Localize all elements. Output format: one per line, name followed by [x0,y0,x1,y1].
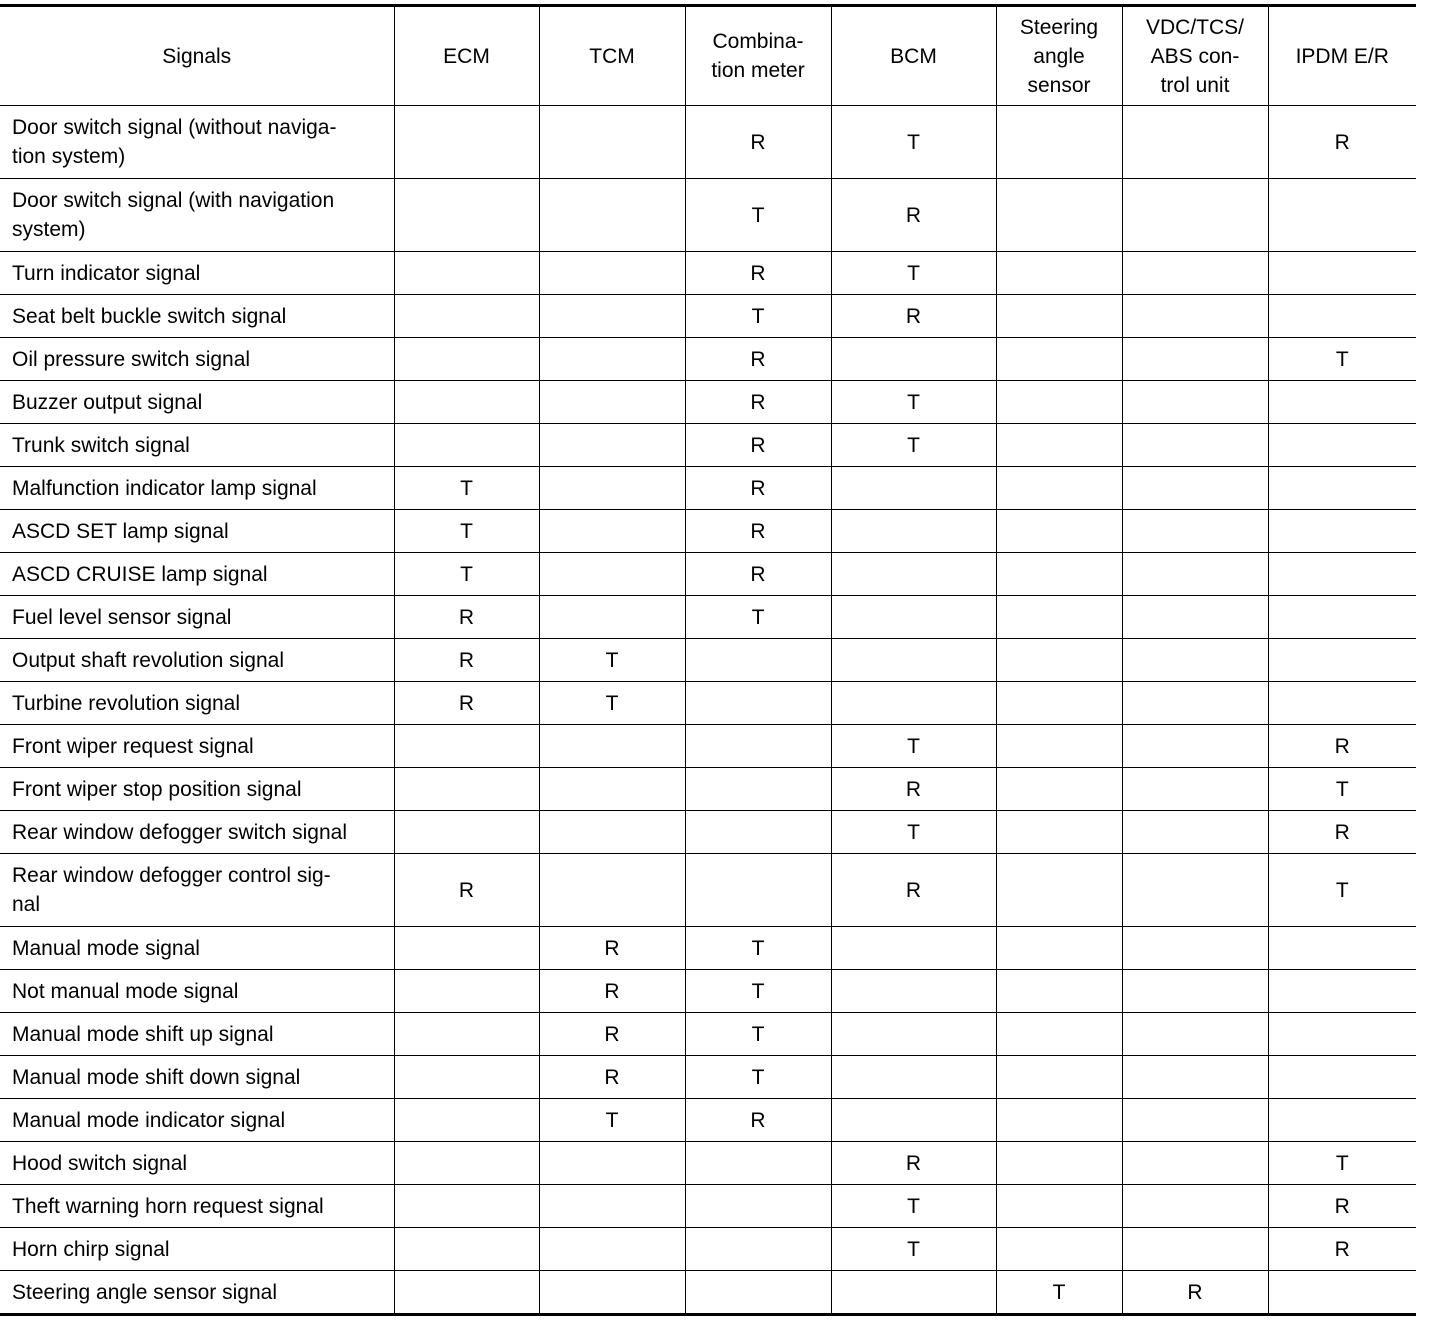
signal-name-cell: Horn chirp signal [0,1228,394,1271]
signal-direction-cell [685,854,831,927]
signal-direction-cell [1268,1271,1416,1315]
signal-direction-cell [539,1142,685,1185]
signal-direction-cell [394,1185,539,1228]
signal-direction-cell [1268,467,1416,510]
signal-direction-cell [1122,106,1268,179]
signal-direction-cell [996,596,1122,639]
signal-direction-cell: R [1268,725,1416,768]
signal-direction-cell: T [685,295,831,338]
signal-direction-cell [685,725,831,768]
signal-direction-cell: R [831,295,996,338]
signal-direction-cell [996,510,1122,553]
signal-direction-cell [996,854,1122,927]
signal-direction-cell [1268,1099,1416,1142]
signal-name-cell: Manual mode shift down signal [0,1056,394,1099]
signal-direction-cell [394,252,539,295]
table-row [0,424,1416,467]
signal-direction-cell: R [394,682,539,725]
signal-direction-cell: T [394,510,539,553]
signal-direction-cell [996,179,1122,252]
header-ecm: ECM [394,6,539,106]
signal-direction-cell [1268,970,1416,1013]
signal-direction-cell [685,768,831,811]
signal-direction-cell [539,553,685,596]
signal-direction-cell: R [539,1056,685,1099]
signal-direction-cell [394,381,539,424]
signal-direction-cell: R [685,106,831,179]
signal-direction-cell: R [685,510,831,553]
signal-direction-cell [685,1142,831,1185]
signal-direction-cell [831,1056,996,1099]
signal-direction-cell [394,768,539,811]
signal-name-cell: Not manual mode signal [0,970,394,1013]
signal-direction-cell [539,854,685,927]
header-signals: Signals [0,6,394,106]
signal-direction-cell [539,106,685,179]
signal-direction-cell [539,510,685,553]
signal-direction-cell: T [685,596,831,639]
signal-direction-cell [996,811,1122,854]
signal-name-cell: Hood switch signal [0,1142,394,1185]
signal-direction-cell [1122,1142,1268,1185]
signal-direction-cell [996,381,1122,424]
signal-direction-cell [996,927,1122,970]
signal-direction-cell [1268,252,1416,295]
signal-direction-cell: R [394,639,539,682]
header-row [0,6,1416,106]
signal-direction-cell [831,1013,996,1056]
signal-direction-cell [996,682,1122,725]
signal-direction-cell [1268,553,1416,596]
signal-name-cell: Manual mode shift up signal [0,1013,394,1056]
signal-direction-cell [1122,970,1268,1013]
signal-direction-cell: R [685,381,831,424]
signal-name-cell: Manual mode signal [0,927,394,970]
signal-direction-cell [1268,927,1416,970]
header-steering-angle-sensor: Steering angle sensor [996,6,1122,106]
signal-direction-cell: R [1268,811,1416,854]
signal-direction-cell [394,1099,539,1142]
signal-direction-cell [831,510,996,553]
signal-name-cell: Theft warning horn request signal [0,1185,394,1228]
signal-direction-cell [539,179,685,252]
signal-direction-cell [996,1099,1122,1142]
signal-direction-cell: R [1122,1271,1268,1315]
signal-direction-cell [996,768,1122,811]
signal-direction-cell [1122,927,1268,970]
signal-direction-cell [539,811,685,854]
signal-direction-cell [1122,510,1268,553]
signal-direction-cell: R [1268,1228,1416,1271]
header-ipdm-er: IPDM E/R [1268,6,1416,106]
signal-direction-cell [996,553,1122,596]
signal-direction-cell [831,927,996,970]
signal-direction-cell [685,1228,831,1271]
table-row [0,1185,1416,1228]
signal-direction-cell [1122,596,1268,639]
signal-direction-cell [539,596,685,639]
signal-direction-cell [1268,381,1416,424]
signal-direction-cell [996,338,1122,381]
signal-direction-cell: T [685,970,831,1013]
signal-direction-cell [996,424,1122,467]
table-row [0,179,1416,252]
signal-direction-cell [394,927,539,970]
signal-direction-cell [539,768,685,811]
table-row [0,295,1416,338]
signal-direction-cell [1122,295,1268,338]
signal-direction-cell [996,252,1122,295]
signal-direction-cell [1268,1056,1416,1099]
signal-direction-cell: R [685,252,831,295]
signal-direction-cell [1122,1185,1268,1228]
signal-direction-cell [996,1013,1122,1056]
table-row [0,1142,1416,1185]
table-row [0,553,1416,596]
signal-name-cell: Door switch signal (with navigation system) [0,179,394,252]
signal-direction-cell: R [1268,106,1416,179]
signal-direction-cell: T [1268,1142,1416,1185]
signal-direction-cell [1268,682,1416,725]
signal-name-cell: Door switch signal (without naviga- tion system) [0,106,394,179]
signal-direction-cell [685,811,831,854]
signal-direction-cell: R [539,927,685,970]
signal-direction-cell [394,179,539,252]
signal-direction-cell [1122,725,1268,768]
signal-direction-cell [685,639,831,682]
signal-direction-cell [539,1271,685,1315]
signal-direction-cell [539,1228,685,1271]
signal-direction-cell [539,295,685,338]
signal-direction-cell: T [394,553,539,596]
signal-direction-cell: T [831,811,996,854]
table-row [0,467,1416,510]
signal-name-cell: Turbine revolution signal [0,682,394,725]
signal-direction-cell [996,467,1122,510]
signal-direction-cell: R [685,467,831,510]
signal-name-cell: Buzzer output signal [0,381,394,424]
signal-name-cell: Output shaft revolution signal [0,639,394,682]
signal-direction-cell [539,1185,685,1228]
table-row [0,854,1416,927]
signal-direction-cell: R [831,1142,996,1185]
table-row [0,1013,1416,1056]
signal-direction-cell [1122,553,1268,596]
signal-direction-cell [394,725,539,768]
signal-name-cell: Fuel level sensor signal [0,596,394,639]
signal-name-cell: ASCD SET lamp signal [0,510,394,553]
signal-direction-cell: R [685,1099,831,1142]
signal-direction-cell [1122,682,1268,725]
signal-name-cell: Steering angle sensor signal [0,1271,394,1315]
signal-direction-cell [831,639,996,682]
signal-direction-cell [394,1271,539,1315]
signal-direction-cell [1122,854,1268,927]
signal-direction-cell [539,467,685,510]
signal-direction-cell: T [1268,338,1416,381]
signal-direction-cell: R [831,179,996,252]
signal-direction-cell [831,1099,996,1142]
signal-direction-cell: T [539,639,685,682]
table-row [0,381,1416,424]
signal-name-cell: Front wiper stop position signal [0,768,394,811]
signal-direction-cell [539,338,685,381]
signal-direction-cell [996,1056,1122,1099]
signal-direction-cell: T [831,252,996,295]
signal-direction-cell [1122,811,1268,854]
signal-direction-cell [1122,381,1268,424]
signal-direction-cell [996,725,1122,768]
table-row [0,970,1416,1013]
signal-direction-cell: R [685,338,831,381]
signal-direction-cell [996,295,1122,338]
header-bcm: BCM [831,6,996,106]
signal-communication-table [0,4,1416,1316]
signal-direction-cell: T [685,179,831,252]
signal-direction-cell: R [831,768,996,811]
signal-direction-cell [1122,467,1268,510]
signal-direction-cell: T [831,381,996,424]
signal-direction-cell [394,106,539,179]
signal-direction-cell: T [539,682,685,725]
signal-name-cell: Rear window defogger switch signal [0,811,394,854]
signal-direction-cell [1268,295,1416,338]
table-row [0,106,1416,179]
signal-direction-cell [394,811,539,854]
signal-direction-cell [831,1271,996,1315]
table-row [0,682,1416,725]
signal-direction-cell [1122,768,1268,811]
signal-direction-cell [831,553,996,596]
table-row [0,1228,1416,1271]
signal-direction-cell: T [831,424,996,467]
signal-direction-cell: R [831,854,996,927]
signal-direction-cell [831,338,996,381]
signal-direction-cell [831,467,996,510]
signal-name-cell: Turn indicator signal [0,252,394,295]
signal-direction-cell [539,725,685,768]
signal-direction-cell [1122,1056,1268,1099]
signal-direction-cell: T [831,106,996,179]
signal-direction-cell: R [539,970,685,1013]
signal-direction-cell [394,424,539,467]
signal-direction-cell: T [1268,768,1416,811]
signal-direction-cell [1122,639,1268,682]
signal-direction-cell: R [539,1013,685,1056]
table-row [0,338,1416,381]
signal-direction-cell [1122,338,1268,381]
signal-direction-cell: R [685,553,831,596]
signal-direction-cell [394,1228,539,1271]
signal-direction-cell [1268,510,1416,553]
signal-direction-cell [539,424,685,467]
signal-direction-cell [539,252,685,295]
table-row [0,1056,1416,1099]
table-row [0,510,1416,553]
signal-name-cell: Seat belt buckle switch signal [0,295,394,338]
table-row [0,639,1416,682]
signal-direction-cell [1268,179,1416,252]
signal-direction-cell [996,106,1122,179]
signal-name-cell: ASCD CRUISE lamp signal [0,553,394,596]
signal-direction-cell [685,682,831,725]
signal-direction-cell: T [831,1228,996,1271]
signal-direction-cell [394,1142,539,1185]
table-row [0,596,1416,639]
signal-direction-cell [996,970,1122,1013]
signal-direction-cell: T [685,1013,831,1056]
signal-direction-cell [831,596,996,639]
signal-direction-cell: T [539,1099,685,1142]
signal-direction-cell: T [831,1185,996,1228]
header-tcm: TCM [539,6,685,106]
signal-direction-cell [685,1271,831,1315]
table-row [0,927,1416,970]
header-vdc-tcs-abs-control-unit: VDC/TCS/ ABS con- trol unit [1122,6,1268,106]
signal-direction-cell [1122,1099,1268,1142]
signal-name-cell: Rear window defogger control sig- nal [0,854,394,927]
signal-name-cell: Front wiper request signal [0,725,394,768]
signal-name-cell: Oil pressure switch signal [0,338,394,381]
signal-direction-cell [996,639,1122,682]
signal-direction-cell [1122,1013,1268,1056]
signal-direction-cell [394,295,539,338]
signal-direction-cell [1122,179,1268,252]
signal-name-cell: Trunk switch signal [0,424,394,467]
signal-direction-cell [1268,424,1416,467]
table-body [0,106,1416,1315]
table-row [0,1271,1416,1315]
table-row [0,252,1416,295]
signal-direction-cell [394,970,539,1013]
signal-direction-cell: R [394,854,539,927]
table-row [0,768,1416,811]
header-combination-meter: Combina- tion meter [685,6,831,106]
signal-direction-cell: T [685,1056,831,1099]
table-row [0,811,1416,854]
signal-direction-cell [394,1013,539,1056]
table-row [0,725,1416,768]
signal-direction-cell [996,1185,1122,1228]
signal-direction-cell [1122,424,1268,467]
signal-direction-cell [394,1056,539,1099]
signal-name-cell: Malfunction indicator lamp signal [0,467,394,510]
signal-direction-cell: T [1268,854,1416,927]
signal-direction-cell: R [1268,1185,1416,1228]
signal-direction-cell [831,970,996,1013]
signal-direction-cell [394,338,539,381]
signal-direction-cell [1268,596,1416,639]
signal-direction-cell [1268,1013,1416,1056]
signal-direction-cell [1122,1228,1268,1271]
signal-direction-cell [831,682,996,725]
signal-name-cell: Manual mode indicator signal [0,1099,394,1142]
signal-direction-cell: T [685,927,831,970]
signal-direction-cell: R [685,424,831,467]
signal-direction-cell [685,1185,831,1228]
signal-direction-cell: T [394,467,539,510]
signal-direction-cell [1268,639,1416,682]
table-row [0,1099,1416,1142]
signal-direction-cell [539,381,685,424]
signal-direction-cell [1122,252,1268,295]
signal-direction-cell: R [394,596,539,639]
signal-direction-cell [996,1228,1122,1271]
signal-direction-cell: T [831,725,996,768]
table-header [0,6,1416,106]
signal-direction-cell [996,1142,1122,1185]
signal-direction-cell: T [996,1271,1122,1315]
